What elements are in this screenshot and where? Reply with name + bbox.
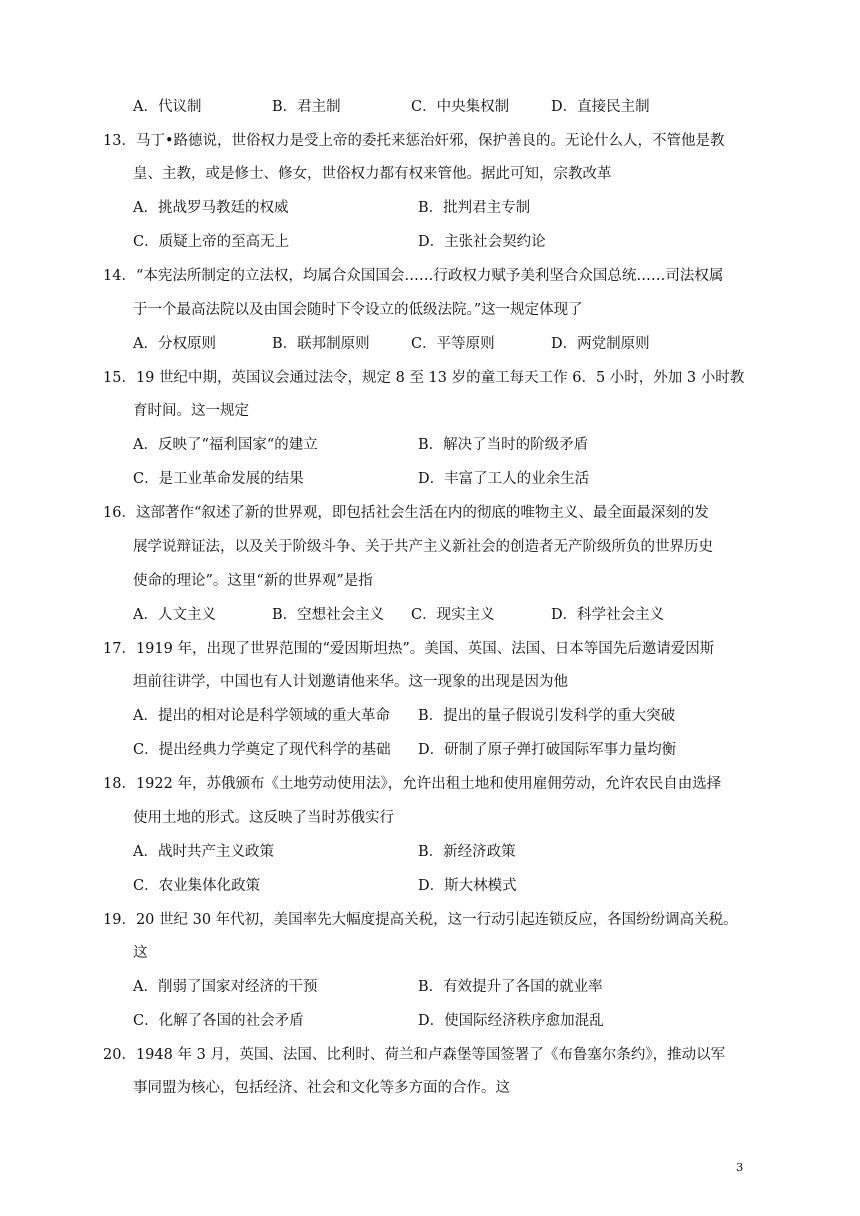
q16-option-b: B．空想社会主义 <box>272 607 385 623</box>
q19-stem-line1: 19．20 世纪 30 年代初，美国率先大幅度提高关税，这一行动引起连锁反应，各国纷纷调高关税。 <box>103 912 738 928</box>
q16-option-a: A．人文主义 <box>133 607 216 623</box>
q15-option-b: B．解决了当时的阶级矛盾 <box>418 437 589 453</box>
q13-option-c: C．质疑上帝的至高无上 <box>133 234 290 250</box>
q17-stem-line2: 坦前往讲学，中国也有人计划邀请他来华。这一现象的出现是因为他 <box>133 674 568 690</box>
q13-stem-line1: 13．马丁•路德说，世俗权力是受上帝的委托来惩治奸邪，保护善良的。无论什么人，不管他是教 <box>103 133 725 149</box>
q13-option-a: A．挑战罗马教廷的权威 <box>133 200 289 216</box>
q16-option-c: C．现实主义 <box>411 607 495 623</box>
q19-option-a: A．削弱了国家对经济的干预 <box>133 979 318 995</box>
q18-stem-line1: 18．1922 年，苏俄颁布《土地劳动使用法》，允许出租土地和使用雇佣劳动，允许农民自由选择 <box>103 776 722 792</box>
q14-option-b: B．联邦制原则 <box>272 336 370 352</box>
q12-option-d: D．直接民主制 <box>551 99 650 115</box>
q13-stem-line2: 皇、主教，或是修士、修女，世俗权力都有权来管他。据此可知，宗教改革 <box>133 166 612 182</box>
q18-option-d: D．斯大林模式 <box>418 878 517 894</box>
q13-option-b: B．批判君主专制 <box>418 200 531 216</box>
q18-option-c: C．农业集体化政策 <box>133 878 261 894</box>
q12-option-b: B．君主制 <box>272 99 341 115</box>
q14-option-d: D．两党制原则 <box>551 336 650 352</box>
q19-stem-line2: 这 <box>133 945 148 961</box>
q16-stem-line1: 16．这部著作“叙述了新的世界观，即包括社会生活在内的彻底的唯物主义、最全面最深刻的发 <box>103 505 709 521</box>
q15-option-a: A．反映了“福利国家“的建立 <box>133 437 318 453</box>
q15-option-c: C．是工业革命发展的结果 <box>133 471 304 487</box>
q18-option-a: A．战时共产主义政策 <box>133 844 274 860</box>
q16-stem-line3: 使命的理论”。这里“新的世界观”是指 <box>133 573 373 589</box>
q19-option-b: B．有效提升了各国的就业率 <box>418 979 603 995</box>
q15-stem-line2: 育时间。这一规定 <box>133 403 249 419</box>
q16-option-d: D．科学社会主义 <box>551 607 665 623</box>
q14-option-a: A．分权原则 <box>133 336 216 352</box>
q19-option-c: C．化解了各国的社会矛盾 <box>133 1013 304 1029</box>
q15-stem-line1: 15．19 世纪中期，英国议会通过法令，规定 8 至 13 岁的童工每天工作 6．5 小时，外加 3 小时教 <box>103 370 745 386</box>
q17-stem-line1: 17．1919 年，出现了世界范围的“爱因斯坦热”。美国、英国、法国、日本等国先后邀请爱因斯 <box>103 641 715 657</box>
q12-option-a: A．代议制 <box>133 99 202 115</box>
q17-option-c: C．提出经典力学奠定了现代科学的基础 <box>133 742 391 758</box>
q19-option-d: D．使国际经济秩序愈加混乱 <box>418 1013 604 1029</box>
q17-option-b: B．提出的量子假说引发科学的重大突破 <box>418 708 676 724</box>
q16-stem-line2: 展学说辩证法，以及关于阶级斗争、关于共产主义新社会的创造者无产阶级所负的世界历史 <box>133 539 713 555</box>
q12-option-c: C．中央集权制 <box>411 99 510 115</box>
q14-stem-line1: 14．“本宪法所制定的立法权，均属合众国国会……行政权力赋予美利坚合众国总统……司法权属 <box>103 268 724 284</box>
q13-option-d: D．主张社会契约论 <box>418 234 546 250</box>
q15-option-d: D．丰富了工人的业余生活 <box>418 471 590 487</box>
page-number: 3 <box>736 1160 744 1174</box>
q14-option-c: C．平等原则 <box>411 336 495 352</box>
q20-stem-line1: 20．1948 年 3 月，英国、法国、比利时、荷兰和卢森堡等国签署了《布鲁塞尔条约》，推动以军 <box>103 1047 726 1063</box>
q14-stem-line2: 于一个最高法院以及由国会随时下令设立的低级法院。”这一规定体现了 <box>133 302 583 318</box>
q18-option-b: B．新经济政策 <box>418 844 516 860</box>
q20-stem-line2: 事同盟为核心，包括经济、社会和文化等多方面的合作。这 <box>133 1080 510 1096</box>
q17-option-d: D．研制了原子弹打破国际军事力量均衡 <box>418 742 677 758</box>
q18-stem-line2: 使用土地的形式。这反映了当时苏俄实行 <box>133 810 394 826</box>
q17-option-a: A．提出的相对论是科学领域的重大革命 <box>133 708 390 724</box>
